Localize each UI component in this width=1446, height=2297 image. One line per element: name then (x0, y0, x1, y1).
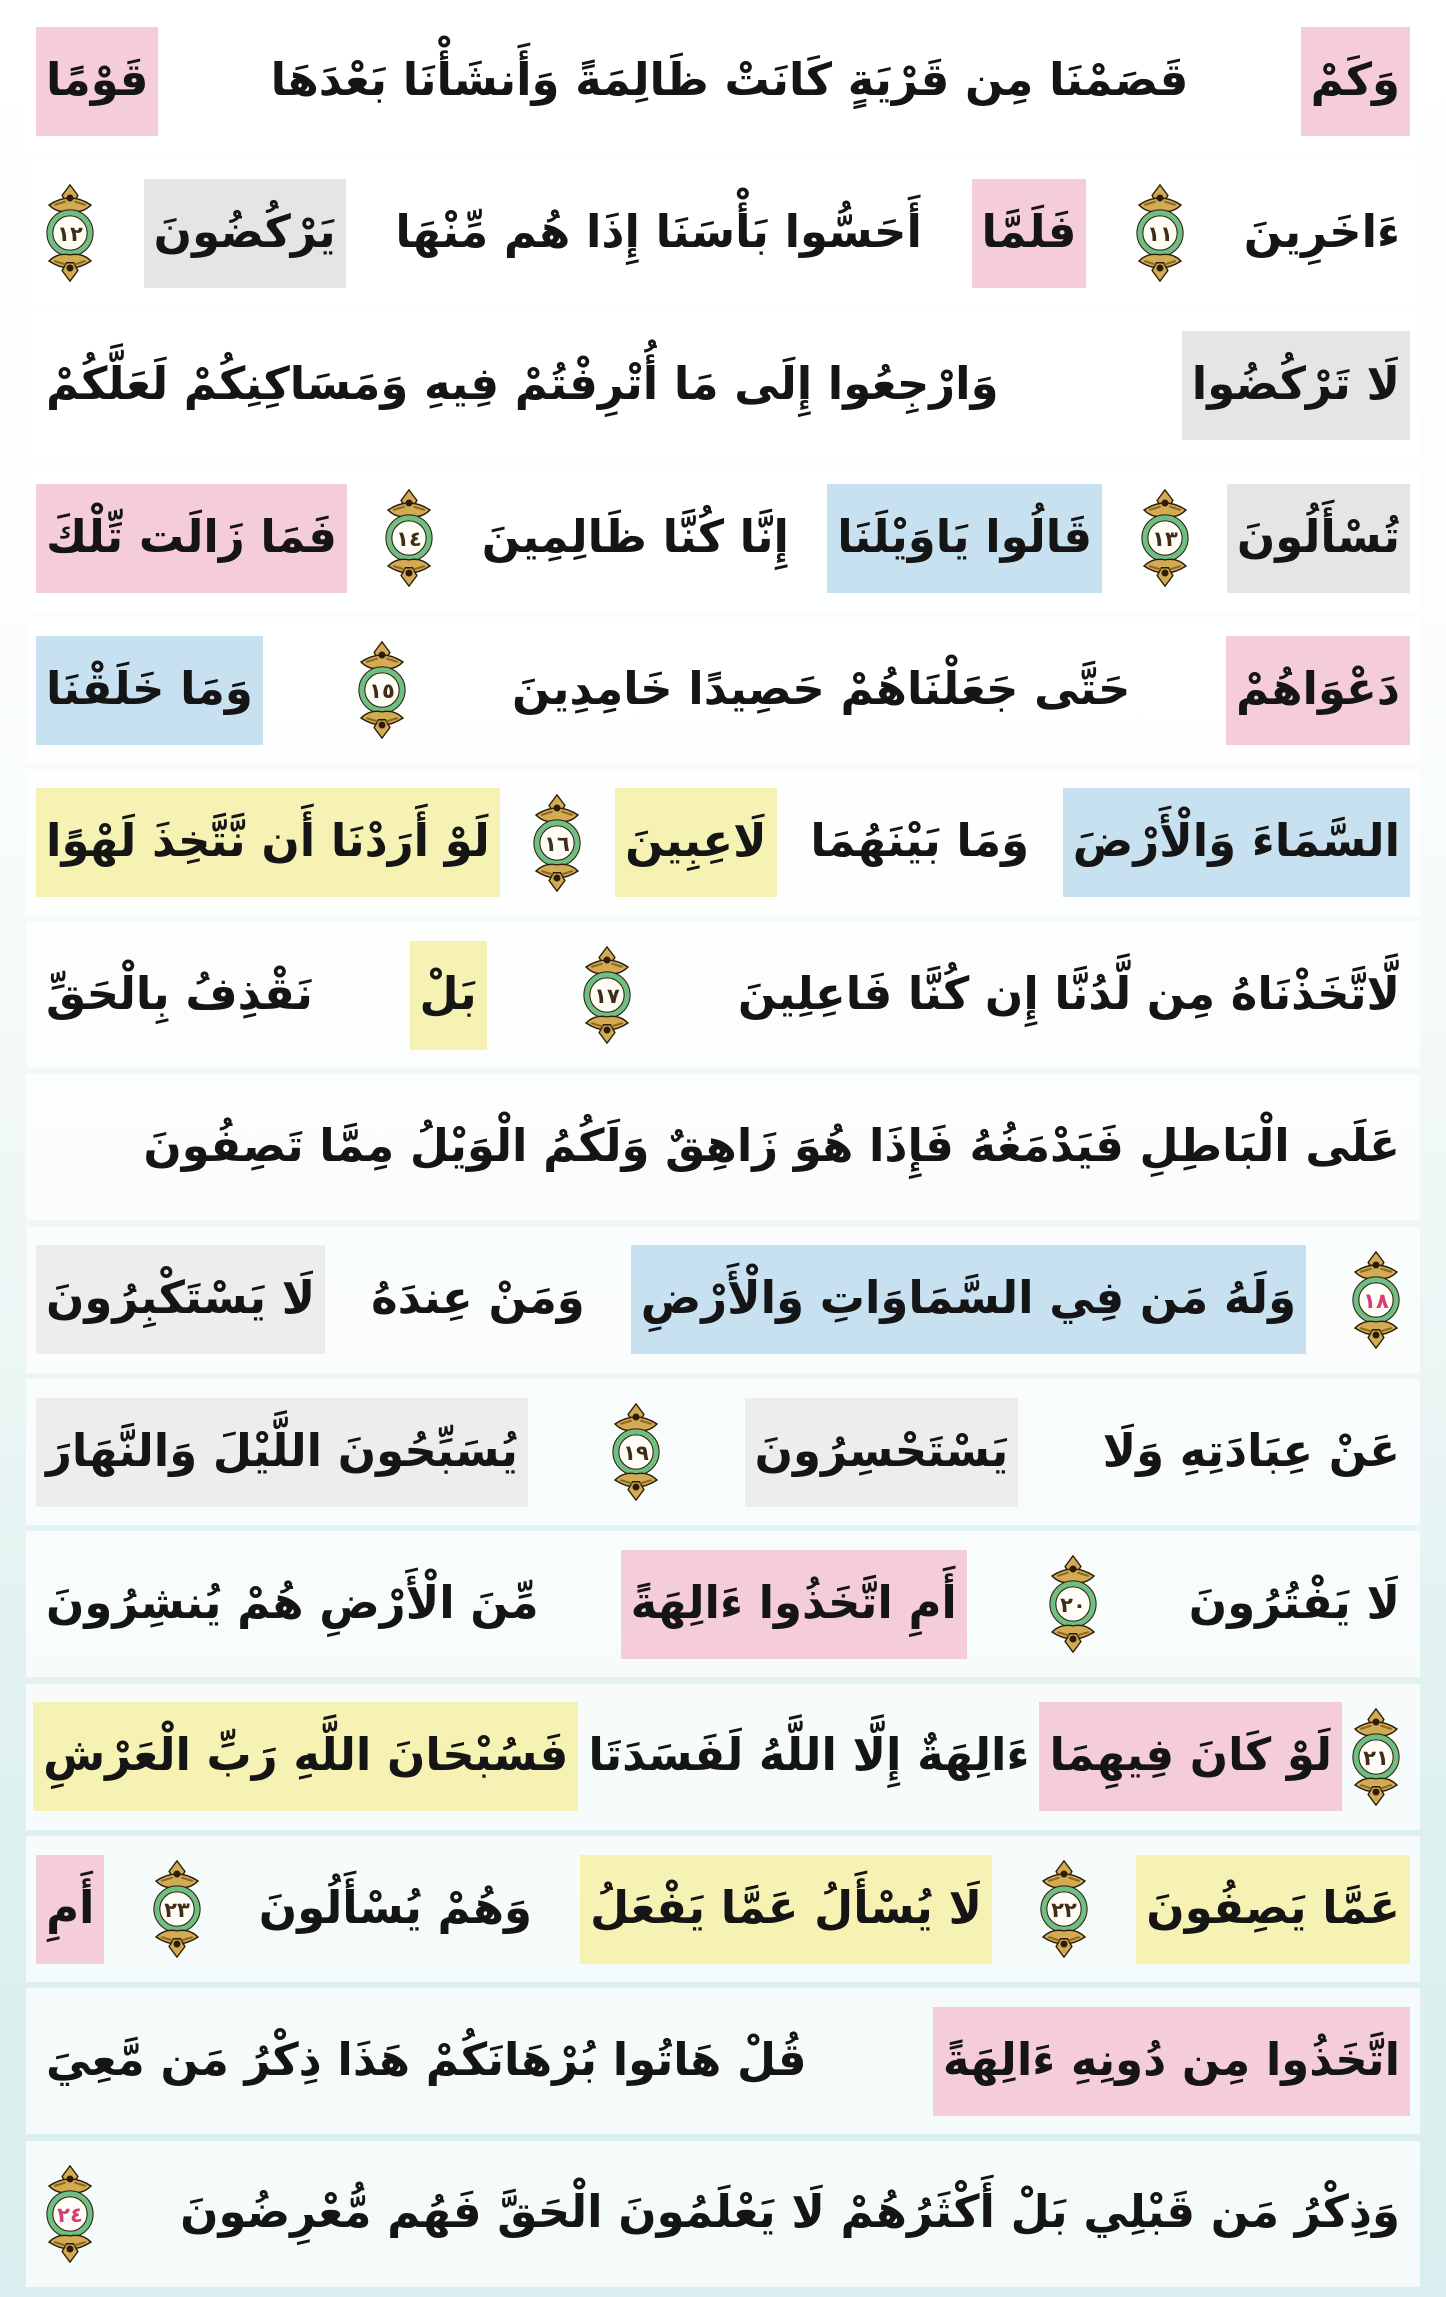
word-segment[interactable]: وَارْجِعُوا إِلَى مَا أُتْرِفْتُمْ فِيهِ وَمَسَاكِنِكُمْ لَعَلَّكُمْ (46, 357, 999, 411)
verse-marker-١٧[interactable] (579, 946, 635, 1044)
svg-text:٢٢: ٢٢ (1051, 1898, 1077, 1922)
word-segment[interactable]: وَمَنْ عِندَهُ (371, 1271, 585, 1325)
highlighted-word-segment[interactable]: وَلَهُ مَن فِي السَّمَاوَاتِ وَالْأَرْضِ (631, 1245, 1306, 1354)
verse-marker-٢٠[interactable] (1045, 1555, 1101, 1653)
quran-line-9 (26, 1227, 1420, 1373)
quran-line-6 (26, 770, 1420, 916)
highlighted-word-segment[interactable]: تُسْأَلُونَ (1227, 484, 1410, 593)
verse-marker-٢٢[interactable] (1036, 1860, 1092, 1958)
verse-marker-١٨[interactable] (1348, 1251, 1404, 1349)
word-segment[interactable]: قُلْ هَاتُوا بُرْهَانَكُمْ هَذَا ذِكْرُ مَن مَّعِيَ (46, 2032, 807, 2086)
verse-marker-١٦[interactable] (529, 794, 585, 892)
svg-text:١٦: ١٦ (544, 831, 571, 856)
highlighted-word-segment[interactable]: وَمَا خَلَقْنَا (36, 636, 263, 745)
quran-line-10 (26, 1379, 1420, 1525)
highlighted-word-segment[interactable]: اتَّخَذُوا مِن دُونِهِ ءَالِهَةً (933, 2007, 1410, 2116)
quran-line-13 (26, 1836, 1420, 1982)
verse-marker-٢١[interactable] (1348, 1708, 1404, 1806)
svg-text:١٥: ١٥ (369, 679, 396, 704)
word-segment[interactable]: ءَاخَرِينَ (1243, 204, 1400, 258)
svg-text:١٤: ١٤ (396, 526, 423, 551)
word-segment[interactable]: وَهُمْ يُسْأَلُونَ (258, 1880, 533, 1934)
word-segment[interactable]: عَلَى الْبَاطِلِ فَيَدْمَغُهُ فَإِذَا هُوَ زَاهِقٌ وَلَكُمُ الْوَيْلُ مِمَّا تَصِفُونَ (143, 1118, 1400, 1172)
highlighted-word-segment[interactable]: أَمِ (36, 1855, 104, 1964)
svg-text:١٨: ١٨ (1363, 1288, 1389, 1313)
highlighted-word-segment[interactable]: يَسْتَحْسِرُونَ (745, 1398, 1019, 1507)
verse-marker-١٣[interactable] (1137, 489, 1193, 587)
highlighted-word-segment[interactable]: فَمَا زَالَت تِّلْكَ (36, 484, 347, 593)
svg-text:١٢: ١٢ (57, 222, 83, 247)
highlighted-word-segment[interactable]: السَّمَاءَ وَالْأَرْضَ (1063, 788, 1410, 897)
highlighted-word-segment[interactable]: عَمَّا يَصِفُونَ (1136, 1855, 1410, 1964)
svg-text:٢٤: ٢٤ (57, 2202, 83, 2227)
highlighted-word-segment[interactable]: قَوْمًا (36, 27, 158, 136)
svg-text:٢٠: ٢٠ (1060, 1593, 1086, 1618)
quran-line-7 (26, 922, 1420, 1068)
verse-marker-١٩[interactable] (608, 1403, 664, 1501)
quran-line-5 (26, 617, 1420, 763)
verse-marker-١١[interactable] (1132, 184, 1188, 282)
word-segment[interactable]: أَحَسُّوا بَأْسَنَا إِذَا هُم مِّنْهَا (395, 204, 922, 258)
verse-marker-١٤[interactable] (381, 489, 437, 587)
word-segment[interactable]: لَّاتَّخَذْنَاهُ مِن لَّدُنَّا إِن كُنَّا فَاعِلِينَ (737, 966, 1400, 1020)
highlighted-word-segment[interactable]: لَوْ أَرَدْنَا أَن نَّتَّخِذَ لَهْوًا (36, 788, 500, 897)
highlighted-word-segment[interactable]: فَلَمَّا (972, 179, 1087, 288)
quran-line-4 (26, 465, 1420, 611)
word-segment[interactable]: نَقْذِفُ بِالْحَقِّ (46, 966, 313, 1020)
highlighted-word-segment[interactable]: لَاعِبِينَ (615, 788, 776, 897)
highlighted-word-segment[interactable]: يَرْكُضُونَ (144, 179, 346, 288)
highlighted-word-segment[interactable]: لَا يُسْأَلُ عَمَّا يَفْعَلُ (580, 1855, 992, 1964)
verse-marker-٢٤[interactable] (42, 2165, 98, 2263)
highlighted-word-segment[interactable]: لَا يَسْتَكْبِرُونَ (36, 1245, 325, 1354)
verse-marker-٢٣[interactable] (149, 1860, 205, 1958)
word-segment[interactable]: ءَالِهَةٌ إِلَّا اللَّهُ لَفَسَدَتَا (588, 1728, 1030, 1782)
quran-line-12 (26, 1684, 1420, 1830)
verse-marker-١٥[interactable] (354, 641, 410, 739)
svg-text:٢٣: ٢٣ (163, 1898, 190, 1922)
svg-text:١٣: ١٣ (1151, 526, 1178, 551)
highlighted-word-segment[interactable]: أَمِ اتَّخَذُوا ءَالِهَةً (621, 1550, 967, 1659)
highlighted-word-segment[interactable]: يُسَبِّحُونَ اللَّيْلَ وَالنَّهَارَ (36, 1398, 528, 1507)
highlighted-word-segment[interactable]: قَالُوا يَاوَيْلَنَا (827, 484, 1102, 593)
word-segment[interactable]: وَذِكْرُ مَن قَبْلِي بَلْ أَكْثَرُهُمْ لَا يَعْلَمُونَ الْحَقَّ فَهُم مُّعْرِضُونَ (180, 2185, 1400, 2239)
quran-line-14 (26, 1988, 1420, 2134)
word-segment[interactable]: قَصَمْنَا مِن قَرْيَةٍ كَانَتْ ظَالِمَةً وَأَنشَأْنَا بَعْدَهَا (270, 52, 1189, 106)
quran-line-1 (26, 8, 1420, 154)
highlighted-word-segment[interactable]: بَلْ (410, 941, 487, 1050)
word-segment[interactable]: إِنَّا كُنَّا ظَالِمِينَ (481, 509, 789, 563)
quran-line-8 (26, 1074, 1420, 1220)
highlighted-word-segment[interactable]: دَعْوَاهُمْ (1226, 636, 1410, 745)
quran-line-11 (26, 1531, 1420, 1677)
word-segment[interactable]: حَتَّى جَعَلْنَاهُمْ حَصِيدًا خَامِدِينَ (512, 661, 1131, 715)
highlighted-word-segment[interactable]: وَكَمْ (1301, 27, 1410, 136)
verse-marker-١٢[interactable] (42, 184, 98, 282)
quran-line-2 (26, 160, 1420, 306)
svg-text:٢١: ٢١ (1363, 1745, 1389, 1770)
word-segment[interactable]: لَا يَفْتُرُونَ (1188, 1575, 1400, 1629)
highlighted-word-segment[interactable]: لَوْ كَانَ فِيهِمَا (1039, 1702, 1342, 1811)
highlighted-word-segment[interactable]: لَا تَرْكُضُوا (1182, 331, 1410, 440)
svg-text:١١: ١١ (1147, 222, 1173, 247)
svg-text:١٩: ١٩ (623, 1440, 650, 1465)
svg-text:١٧: ١٧ (594, 983, 621, 1008)
quran-line-15 (26, 2141, 1420, 2287)
word-segment[interactable]: عَنْ عِبَادَتِهِ وَلَا (1102, 1423, 1400, 1477)
word-segment[interactable]: وَمَا بَيْنَهُمَا (810, 814, 1030, 868)
highlighted-word-segment[interactable]: فَسُبْحَانَ اللَّهِ رَبِّ الْعَرْشِ (33, 1702, 578, 1811)
word-segment[interactable]: مِّنَ الْأَرْضِ هُمْ يُنشِرُونَ (46, 1575, 539, 1629)
quran-line-3 (26, 313, 1420, 459)
